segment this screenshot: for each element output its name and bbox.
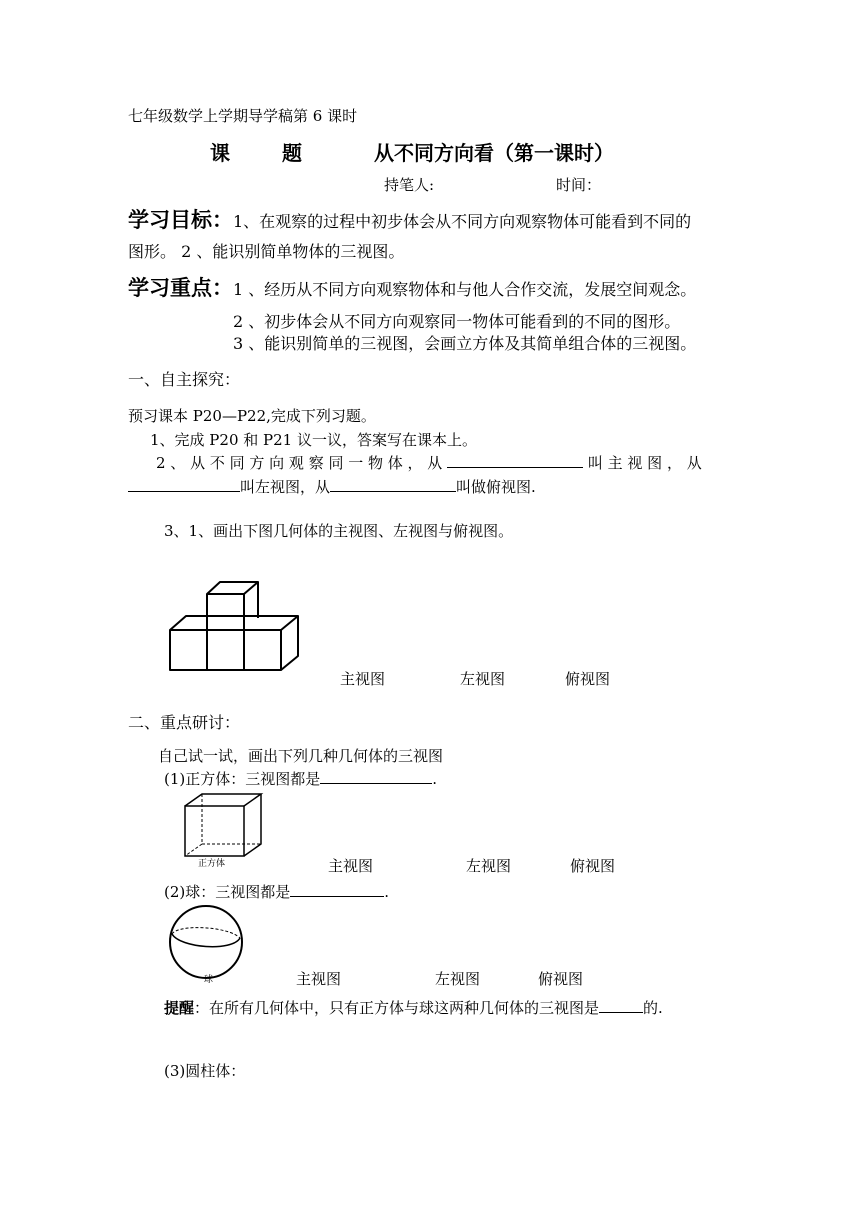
cube-caption: 正方体 [198,859,226,869]
reminder-line [164,997,663,1018]
section1-q1: 1、完成 P20 和 P21 议一议，答案写在课本上。 [150,431,477,449]
q2-part-a: 2 、 从 不 同 方 向 观 察 同 一 物 体 ， 从 [156,454,443,472]
keypoints-item1: 1 、经历从不同方向观察物体和与他人合作交流，发展空间观念。 [233,280,697,299]
keypoints-item3: 3 、能识别简单的三视图，会画立方体及其简单组合体的三视图。 [233,334,697,353]
course-line: 七年级数学上学期导学稿第 6 课时 [128,107,358,125]
section2-heading: 二、重点研讨： [128,713,241,732]
key-points [128,272,696,302]
keypoints-heading: 学习重点： [128,276,233,300]
cube-prompt: (1)正方体：三视图都是 [164,770,321,788]
section1-q3: 3、1、画出下图几何体的主视图、左视图与俯视图。 [164,522,514,540]
cube-view-top: 俯视图 [570,857,616,875]
reminder-text: ：在所有几何体中，只有正方体与球这两种几何体的三视图是 [194,999,600,1017]
topic-label-1: 课 [210,141,230,165]
sphere-view-left: 左视图 [435,970,481,988]
cube-prompt-line: (1)正方体：三视图都是 . [164,770,438,788]
section2-intro: 自己试一试，画出下列几种几何体的三视图 [158,747,444,765]
section1-view-top: 俯视图 [565,670,611,688]
sphere-prompt-line: (2)球：三视图都是 . [164,883,390,901]
section1-view-left: 左视图 [460,670,506,688]
sphere-prompt: (2)球：三视图都是 [164,883,291,901]
section1-q2-line2 [128,476,536,497]
section1-view-main: 主视图 [340,670,386,688]
reminder-blank[interactable] [599,998,643,1013]
sphere-view-main: 主视图 [296,970,342,988]
time-label: 时间： [556,176,602,194]
reminder-end: 的. [643,999,663,1017]
goals-line2: 图形。 2 、能识别简单物体的三视图。 [128,242,405,261]
q2-part-b: 叫 主 视 图 ， 从 [587,454,702,472]
keypoints-item2: 2 、初步体会从不同方向观察同一物体可能看到的不同的图形。 [233,312,681,331]
sphere-blank[interactable] [290,882,384,897]
q2-part-d: 叫做俯视图. [456,478,536,496]
q2-blank-top[interactable] [330,477,456,492]
topic-label-2: 题 [282,141,302,165]
section1-q2-line1 [156,452,702,473]
cube-blank[interactable] [320,769,432,784]
cube-view-main: 主视图 [328,857,374,875]
q2-part-c: 叫左视图，从 [240,478,331,496]
q2-blank-front[interactable] [447,453,583,468]
goals-line1: 1、在观察的过程中初步体会从不同方向观察物体可能看到不同的 [233,212,692,231]
section1-heading: 一、自主探究： [128,370,241,389]
reminder-label: 提醒 [164,999,195,1017]
sphere-caption: 球 [204,975,214,985]
topic-title: 从不同方向看（第一课时） [374,141,614,165]
stacked-cubes-figure [166,590,302,674]
sphere-view-top: 俯视图 [538,970,584,988]
learning-goals [128,204,691,234]
q2-blank-left[interactable] [128,477,240,492]
goals-heading: 学习目标： [128,208,233,232]
author-label: 持笔人: [384,176,435,194]
cube-view-left: 左视图 [466,857,512,875]
section1-intro: 预习课本 P20—P22,完成下列习题。 [128,407,376,425]
cylinder-prompt: (3)圆柱体： [164,1062,246,1080]
